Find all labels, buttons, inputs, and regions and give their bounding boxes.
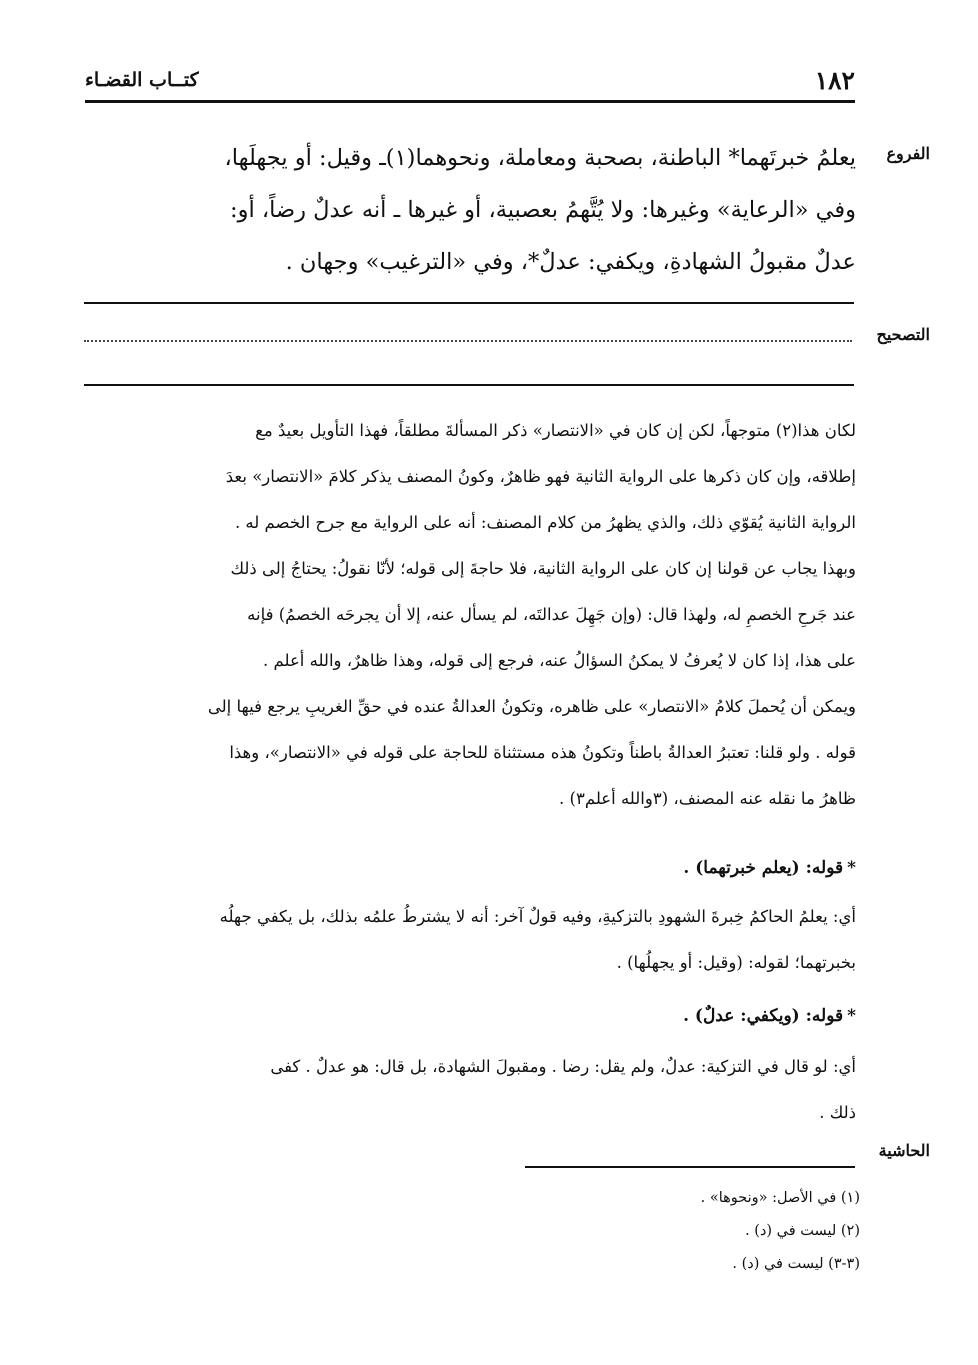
section-2-heading-text: قوله: (ويكفي: عدلٌ) .	[683, 1006, 844, 1026]
commentary-line: عند جَرحِ الخصمِ له، ولهذا قال: (وإن جَهِلَ عدالتَه، لم يسأل عنه، إلا أن يجرحَه الخصمُ) فإنه	[247, 605, 856, 624]
section-2-heading	[84, 996, 856, 1036]
footnotes	[400, 1182, 860, 1281]
side-label-hashiya: الحاشية	[878, 1141, 930, 1160]
commentary-line: لكان هذا(٢) متوجهاً، لكن إن كان في «الانتصار» ذكر المسألةَ مطلقاً، فهذا التأويل بعيدٌ مع	[255, 421, 856, 440]
section-2	[84, 996, 856, 1136]
section-1	[84, 848, 856, 986]
section-1-line: بخبرتهما؛ لقوله: (وقيل: أو يجهلُها) .	[616, 953, 856, 972]
section-2-body	[84, 1044, 856, 1136]
commentary-line: قوله . ولو قلنا: تعتبرُ العدالةُ باطناً وتكونُ هذه مستثناة للحاجة على قوله في «الانتصار»، وهذا	[229, 743, 856, 762]
asterisk-icon: *	[847, 1006, 856, 1026]
tashih-dotted-line	[84, 340, 852, 342]
commentary-line: إطلاقه، وإن كان ذكرها على الرواية الثانية فهو ظاهرٌ، وكونُ المصنف يذكر كلامَ «الانتصار» بعدَ	[225, 467, 856, 486]
section-1-line: أي: يعلمُ الحاكمُ خِبرةَ الشهودِ بالتزكيةِ، وفيه قولٌ آخر: أنه لا يشترطُ علمُه بذلك، بل يكفي جهلُه	[219, 907, 856, 926]
main-text-line: يعلمُ خبرتَهما* الباطنة، بصحبة ومعاملة، ونحوهما(١)ـ وقيل: أو يجهلَها،	[224, 145, 856, 171]
footnote: (١) في الأصل: «ونحوها» .	[700, 1190, 860, 1206]
commentary-line: على هذا، إذا كان لا يُعرفُ لا يمكنُ السؤالُ عنه، فرجع إلى قوله، وهذا ظاهرٌ، والله أعلم .	[263, 651, 856, 670]
main-text-line: وفي «الرعاية» وغيرها: ولا يُتَّهمُ بعصبية، أو غيرها ـ أنه عدلٌ رضاً، أو:	[230, 197, 856, 223]
side-label-tashih: التصحيح	[876, 325, 930, 344]
section-2-line: ذلك .	[819, 1103, 856, 1122]
commentary-text	[84, 408, 856, 822]
section-1-heading	[84, 848, 856, 888]
page-header	[85, 62, 855, 98]
header-rule	[85, 100, 855, 103]
furu-bottom-rule	[84, 302, 854, 304]
commentary-line: الرواية الثانية يُقوّي ذلك، والذي يظهرُ من كلام المصنف: أنه على الرواية مع جرح الخصم له .	[234, 513, 856, 532]
main-text-line: عدلٌ مقبولُ الشهادةِ، ويكفي: عدلٌ*، وفي «الترغيب» وجهان .	[285, 249, 856, 275]
commentary-line: وبهذا يجاب عن قولنا إن كان على الرواية الثانية، فلا حاجةَ إلى قوله؛ لأنّا نقولُ: يحتاجُ إلى ذلك	[230, 559, 856, 578]
page-number: ١٨٢	[814, 65, 855, 95]
asterisk-icon: *	[847, 858, 856, 878]
commentary-line: ظاهرُ ما نقله عنه المصنف، (٣والله أعلم٣) .	[559, 789, 856, 808]
section-1-heading-text: قوله: (يعلم خبرتهما) .	[683, 858, 844, 878]
book-title: كتــاب القضـاء	[85, 69, 199, 91]
footnote: (٢) ليست في (د) .	[745, 1223, 860, 1239]
side-label-furu: الفروع	[886, 144, 930, 163]
footnote: (٣-٣) ليست في (د) .	[732, 1256, 860, 1272]
main-text	[84, 132, 856, 288]
footnote-rule	[525, 1166, 855, 1168]
tashih-bottom-rule	[84, 384, 854, 386]
section-1-body	[84, 894, 856, 986]
commentary-line: ويمكن أن يُحملَ كلامُ «الانتصار» على ظاهره، وتكونُ العدالةُ عنده في حقِّ الغريبِ يرجع فيها إلى	[207, 697, 856, 716]
section-2-line: أي: لو قال في التزكية: عدلٌ، ولم يقل: رضا . ومقبولَ الشهادة، بل قال: هو عدلٌ . كفى	[270, 1057, 856, 1076]
